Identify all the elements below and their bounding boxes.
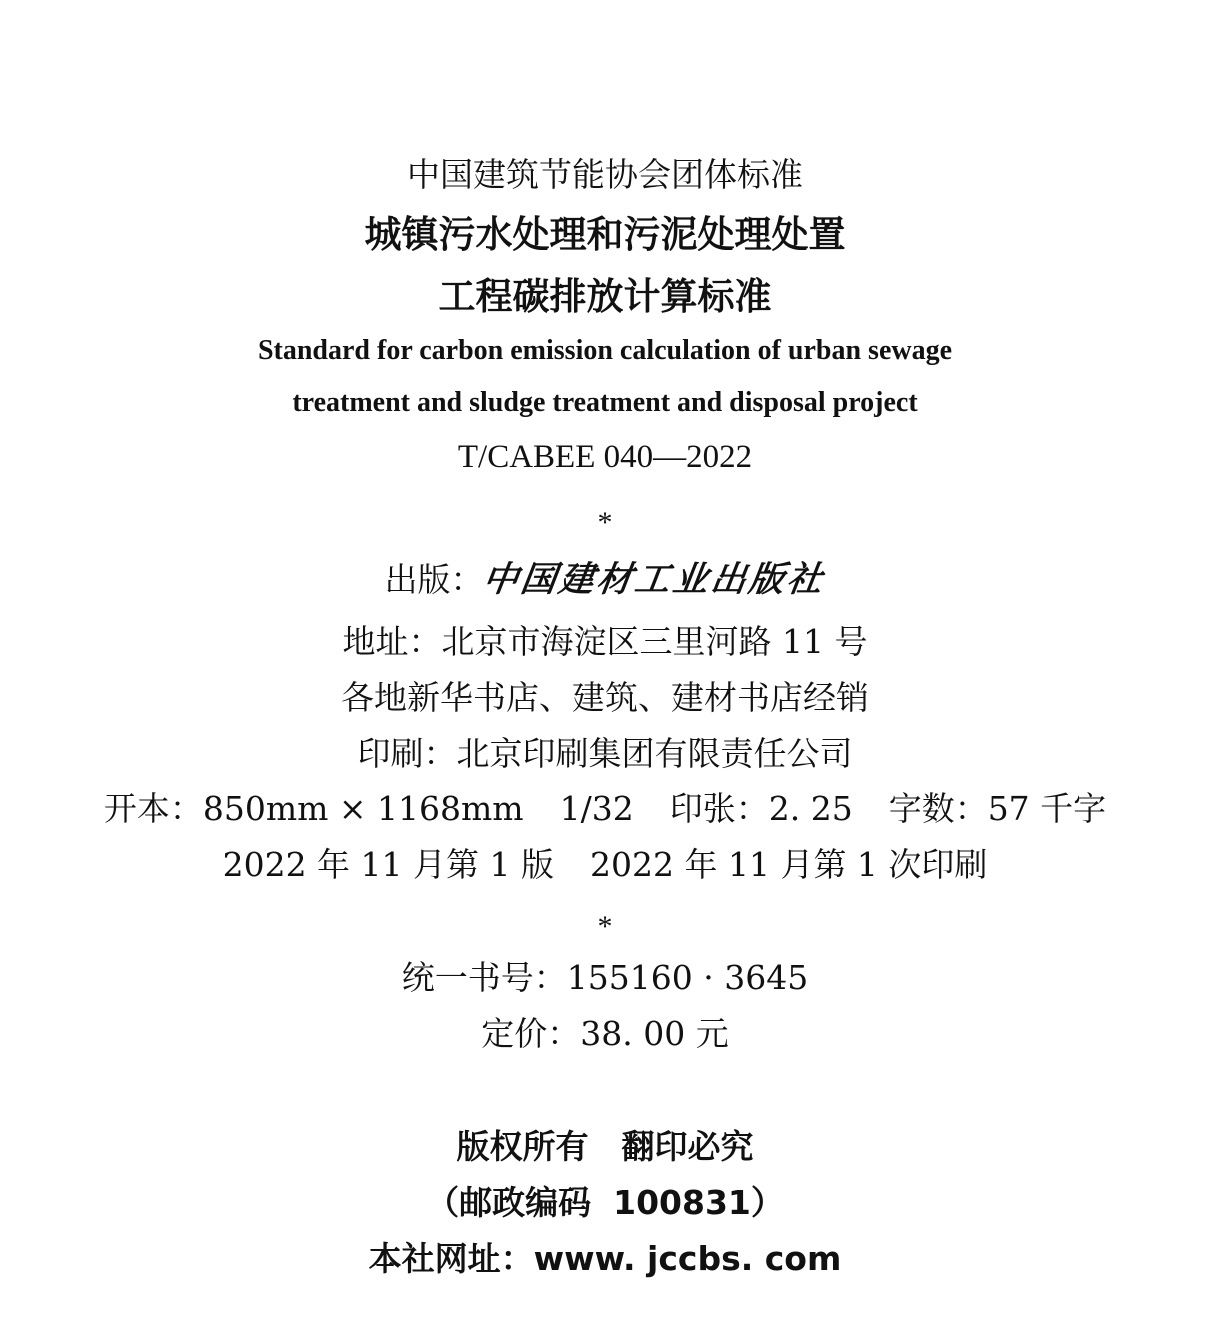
distribution-line: 各地新华书店、建筑、建材书店经销 bbox=[341, 678, 869, 717]
print-sheets: 印张：2. 25 bbox=[669, 789, 853, 828]
format-line bbox=[0, 789, 1210, 828]
book-number-line: 统一书号：155160 · 3645 bbox=[401, 958, 809, 997]
price-line: 定价：38. 00 元 bbox=[481, 1014, 729, 1053]
title-line-2: 工程碳排放计算标准 bbox=[438, 275, 772, 318]
format-fraction: 1/32 bbox=[559, 789, 634, 828]
publisher-logo: 中国建材工业出版社 bbox=[480, 558, 829, 600]
address-line: 地址：北京市海淀区三里河路 11 号 bbox=[342, 622, 868, 661]
english-title-line-2: treatment and sludge treatment and disposal project bbox=[292, 387, 918, 418]
english-title-line-1: Standard for carbon emission calculation of urban sewage bbox=[257, 335, 953, 366]
postal-code: 100831） bbox=[613, 1183, 784, 1222]
title-line-1: 城镇污水处理和污泥处理处置 bbox=[364, 213, 846, 256]
publisher-label: 出版： bbox=[384, 560, 484, 599]
separator-asterisk: * bbox=[597, 506, 613, 539]
separator-asterisk: * bbox=[597, 910, 613, 943]
publisher-line bbox=[0, 558, 1210, 600]
printing: 2022 年 11 月第 1 次印刷 bbox=[590, 845, 988, 884]
edition-line bbox=[0, 845, 1210, 884]
organization-line: 中国建筑节能协会团体标准 bbox=[407, 155, 803, 194]
website-url[interactable]: www. jccbs. com bbox=[533, 1239, 842, 1278]
standard-code: T/CABEE 040—2022 bbox=[457, 439, 753, 475]
postal-label: （邮政编码 bbox=[426, 1183, 592, 1222]
format-size: 开本：850mm × 1168mm bbox=[103, 789, 524, 828]
website-label: 本社网址： bbox=[368, 1239, 534, 1278]
copyright-line: 版权所有 翻印必究 bbox=[456, 1127, 754, 1166]
website-line bbox=[0, 1239, 1210, 1278]
word-count: 字数：57 千字 bbox=[888, 789, 1107, 828]
postal-line bbox=[0, 1183, 1210, 1222]
edition: 2022 年 11 月第 1 版 bbox=[222, 845, 554, 884]
printer-line: 印刷：北京印刷集团有限责任公司 bbox=[357, 734, 853, 773]
